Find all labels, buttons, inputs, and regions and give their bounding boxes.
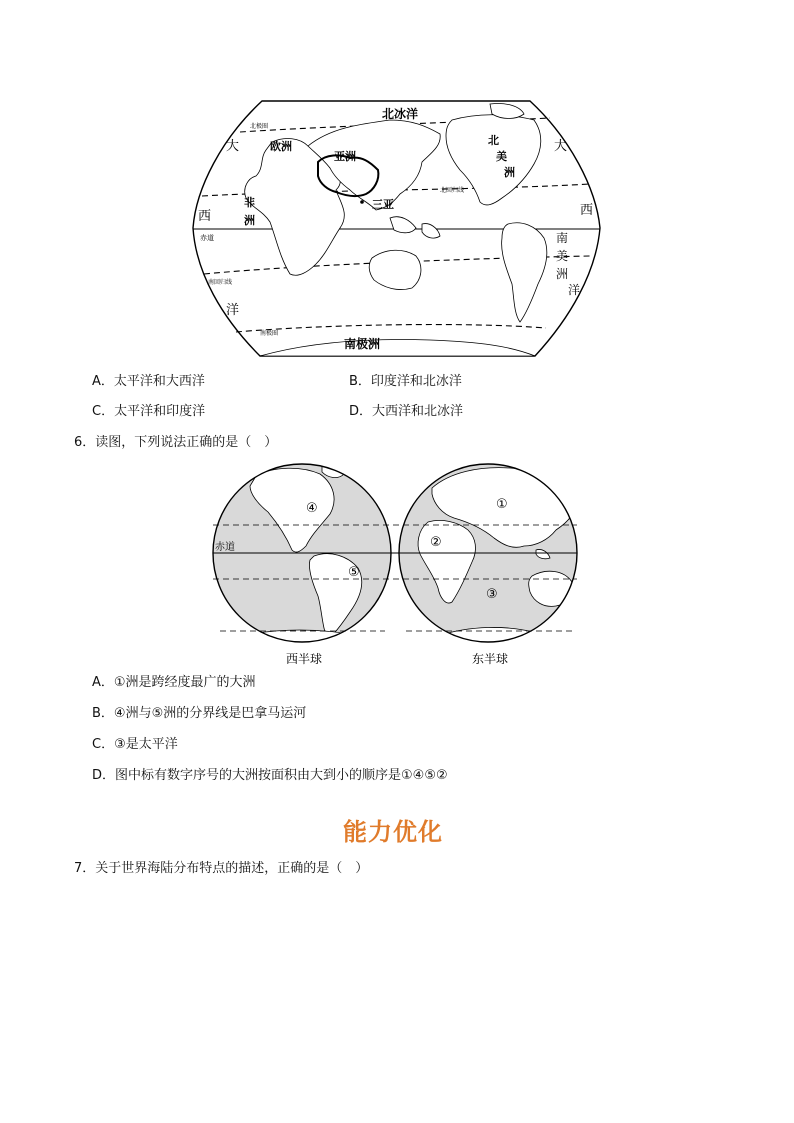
label-east: 东半球 (472, 652, 509, 666)
label-n1: ① (496, 497, 508, 512)
label-n5: ⑤ (348, 565, 360, 580)
label-africa-2: 洲 (244, 214, 255, 227)
label-arctic-circle: 北极圈 (250, 123, 269, 130)
label-sanya: 三亚 (372, 198, 394, 211)
q6-option-a[interactable]: A．①洲是跨经度最广的大洲 (92, 675, 256, 690)
label-tropic-n: 北回归线 (440, 187, 465, 194)
label-n4: ④ (306, 501, 318, 516)
label-da-left: 大 (226, 139, 240, 154)
label-sa-2: 美 (556, 249, 569, 263)
q5-option-d[interactable]: D．大西洋和北冰洋 (349, 404, 464, 419)
label-da-right: 大 (554, 139, 568, 154)
label-africa-1: 非 (244, 196, 255, 209)
q5-option-b[interactable]: B．印度洋和北冰洋 (349, 374, 462, 389)
label-antarctica: 南极洲 (344, 337, 381, 351)
q5-option-a[interactable]: A．太平洋和大西洋 (92, 374, 205, 389)
label-europe: 欧洲 (270, 140, 292, 153)
label-west: 西半球 (286, 652, 323, 666)
q7-stem: 7．关于世界海陆分布特点的描述，正确的是（ ） (74, 861, 369, 876)
label-yang-left: 洋 (226, 303, 240, 318)
label-equator: 赤道 (215, 542, 235, 553)
label-sa-4: 洋 (568, 283, 581, 297)
label-north-ocean: 北冰洋 (382, 107, 419, 121)
label-equator: 赤道 (200, 234, 214, 242)
label-xi-right: 西 (580, 203, 594, 218)
label-n2: ② (430, 535, 442, 550)
q5-option-c[interactable]: C．太平洋和印度洋 (92, 404, 206, 419)
label-antarctic-circle: 南极圈 (260, 330, 279, 337)
hemispheres-map (210, 458, 585, 670)
label-xi-left: 西 (198, 209, 212, 224)
label-asia: 亚洲 (334, 150, 356, 163)
q6-stem: 6．读图，下列说法正确的是（ ） (74, 435, 278, 450)
world-map (190, 98, 602, 360)
section-title: 能力优化 (343, 818, 443, 846)
label-n3: ③ (486, 587, 498, 602)
label-na-2: 美 (496, 150, 507, 163)
q6-option-d[interactable]: D．图中标有数字序号的大洲按面积由大到小的顺序是①④⑤② (92, 768, 448, 783)
q6-option-b[interactable]: B．④洲与⑤洲的分界线是巴拿马运河 (92, 706, 307, 721)
label-tropic-s: 南回归线 (208, 279, 233, 286)
label-na-3: 洲 (504, 166, 515, 179)
label-na-1: 北 (488, 134, 499, 147)
q6-option-c[interactable]: C．③是太平洋 (92, 737, 178, 752)
label-sa-3: 洲 (556, 267, 569, 281)
label-sa-1: 南 (556, 231, 569, 245)
